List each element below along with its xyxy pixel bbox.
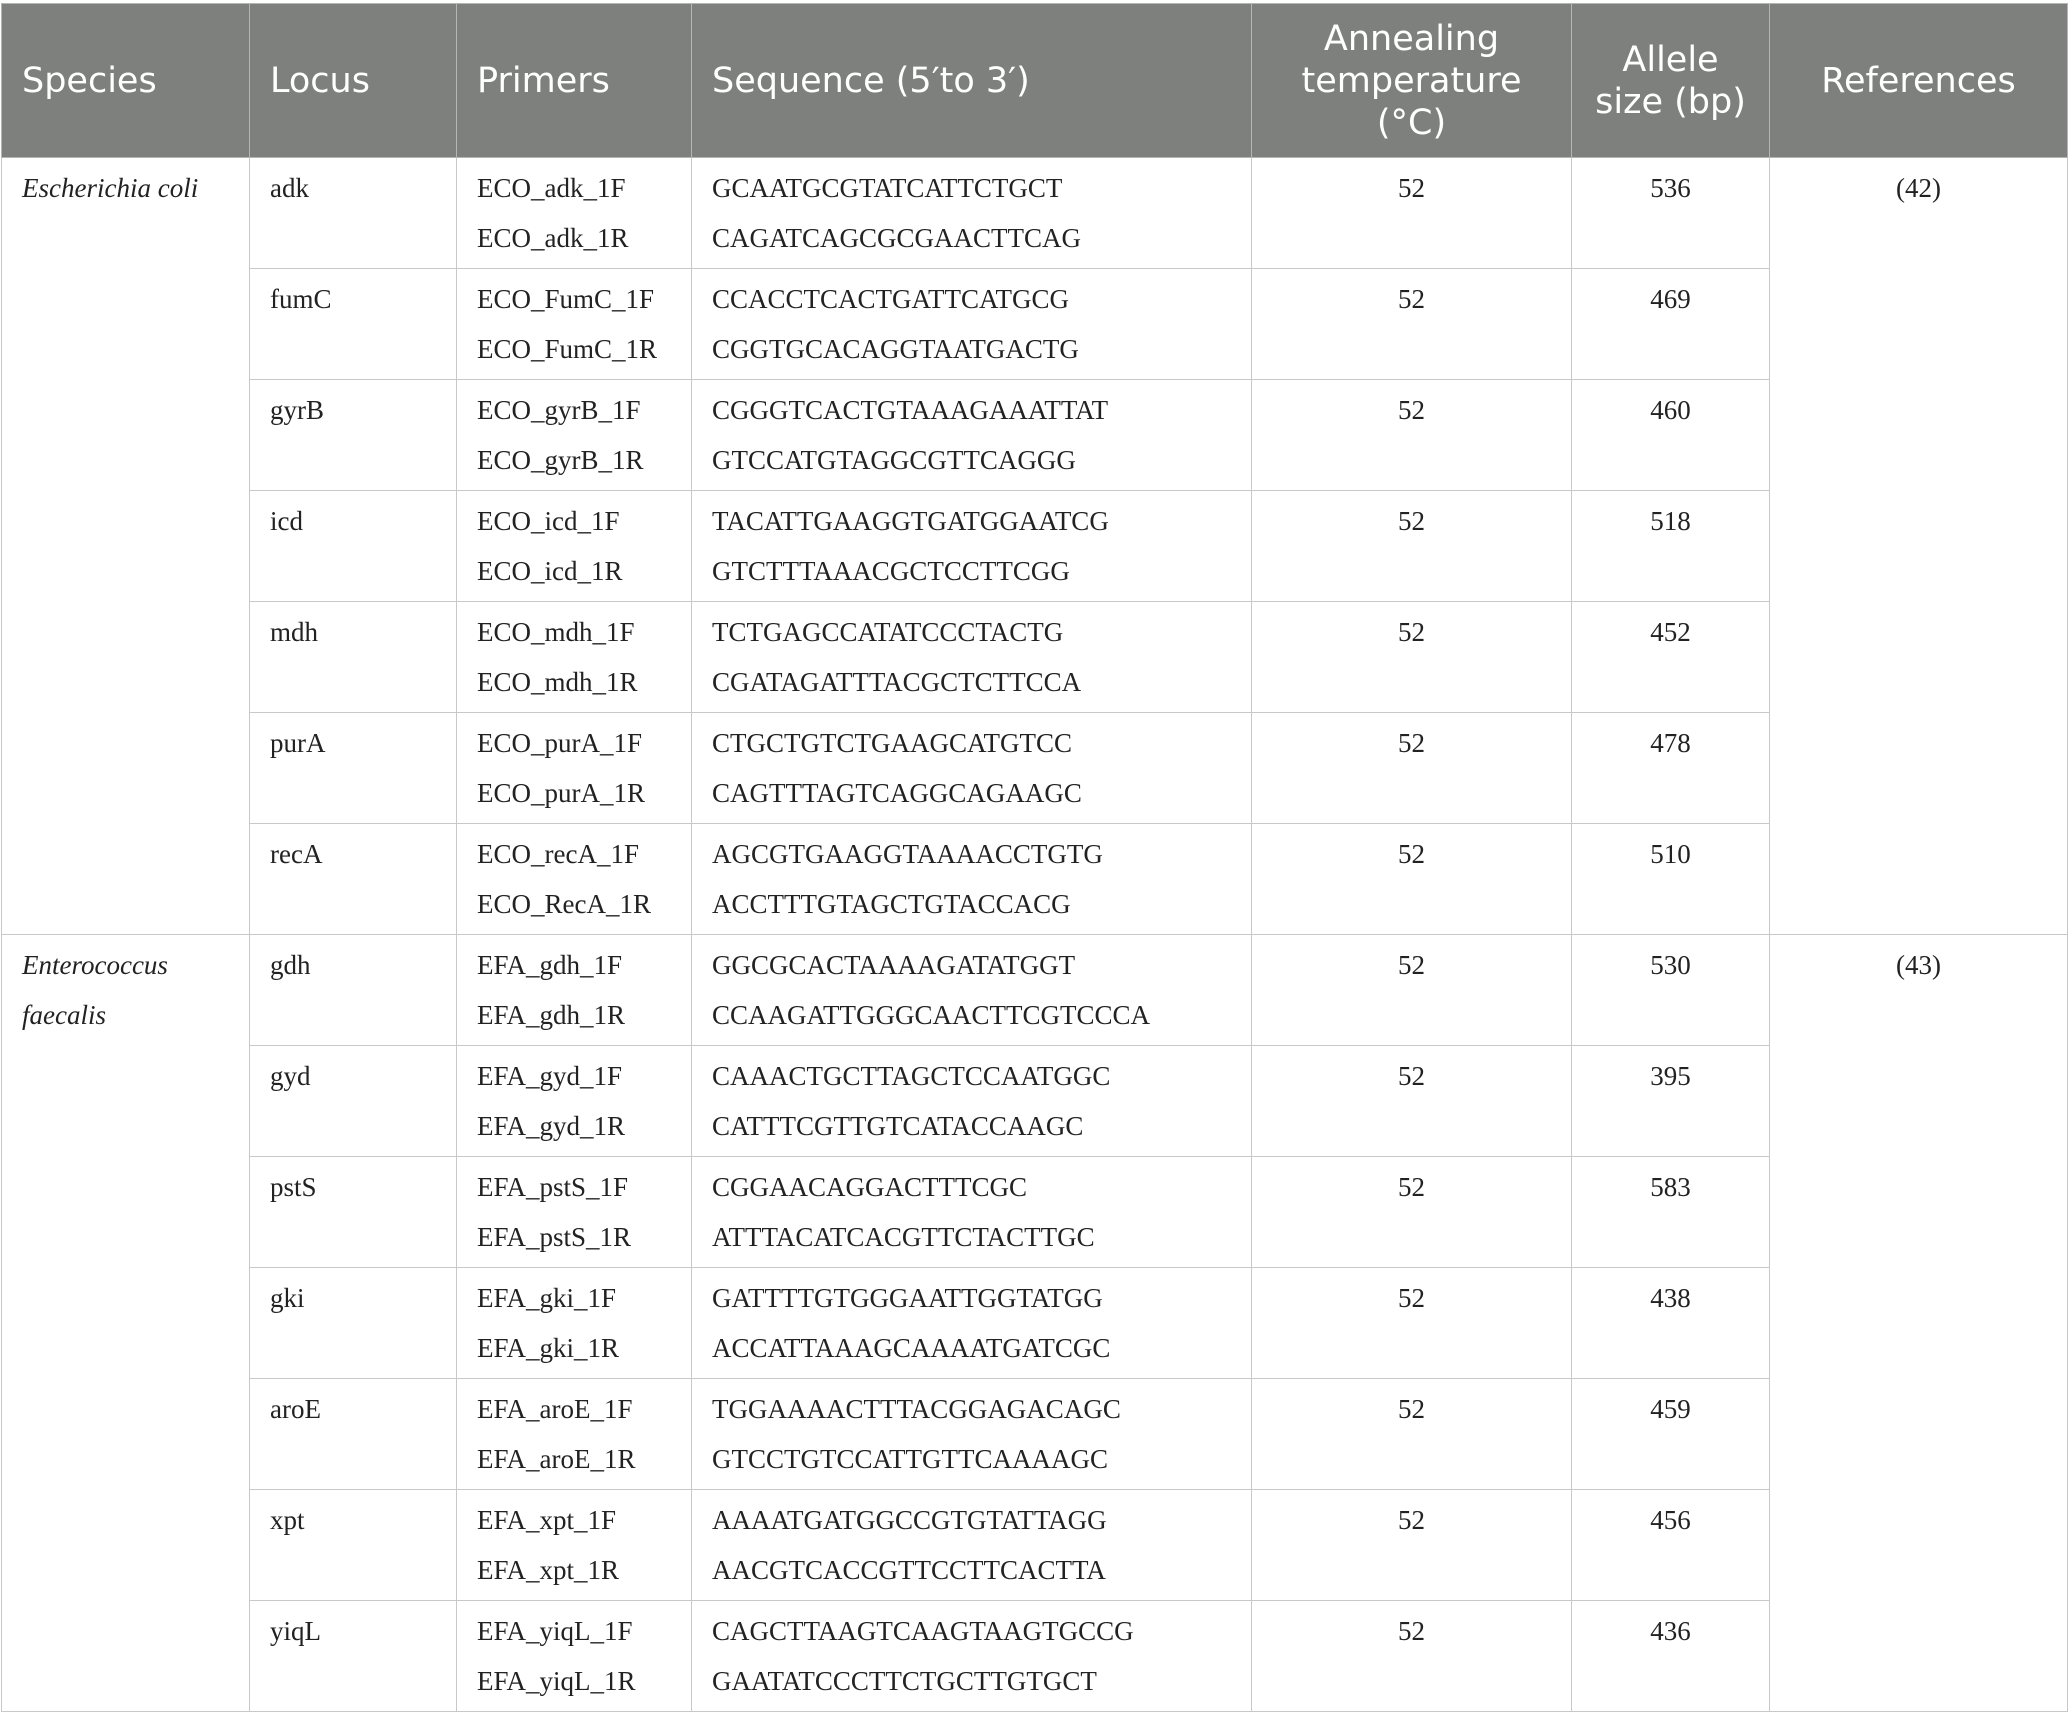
annealing-temperature-cell: 52 [1252, 713, 1572, 824]
primers-cell-line: ECO_mdh_1R [477, 667, 638, 697]
locus-cell: pstS [250, 1157, 457, 1268]
header-annealing-temperature [1252, 4, 1572, 158]
table-row [2, 491, 2068, 602]
allele-size-cell: 456 [1572, 1490, 1770, 1601]
primers-cell-line: EFA_gdh_1F [477, 950, 623, 980]
sequence-cell [692, 1268, 1252, 1379]
sequence-cell-line: CAAACTGCTTAGCTCCAATGGC [712, 1061, 1111, 1091]
annealing-temperature-cell: 52 [1252, 935, 1572, 1046]
sequence-cell-line: GTCCTGTCCATTGTTCAAAAGC [712, 1444, 1108, 1474]
annealing-temperature-cell: 52 [1252, 1601, 1572, 1712]
sequence-cell-line: CGATAGATTTACGCTCTTCCA [712, 667, 1082, 697]
primers-cell-line: EFA_gki_1R [477, 1333, 620, 1363]
sequence-cell-line: GCAATGCGTATCATTCTGCT [712, 173, 1063, 203]
primers-cell-line: ECO_gyrB_1F [477, 395, 641, 425]
locus-cell: adk [250, 158, 457, 269]
annealing-temperature-cell: 52 [1252, 1490, 1572, 1601]
allele-size-cell: 460 [1572, 380, 1770, 491]
header-references: References [1770, 4, 2068, 158]
allele-size-cell: 536 [1572, 158, 1770, 269]
table-row [2, 1379, 2068, 1490]
sequence-cell-line: GAATATCCCTTCTGCTTGTGCT [712, 1666, 1097, 1696]
allele-size-cell: 395 [1572, 1046, 1770, 1157]
sequence-cell [692, 491, 1252, 602]
species-cell [2, 158, 250, 935]
sequence-cell-line: CAGTTTAGTCAGGCAGAAGC [712, 778, 1082, 808]
sequence-cell-line: AAAATGATGGCCGTGTATTAGG [712, 1505, 1107, 1535]
sequence-cell-line: GTCTTTAAACGCTCCTTCGG [712, 556, 1070, 586]
sequence-cell-line: GATTTTGTGGGAATTGGTATGG [712, 1283, 1103, 1313]
locus-cell: recA [250, 824, 457, 935]
sequence-cell-line: GTCCATGTAGGCGTTCAGGG [712, 445, 1076, 475]
primers-cell-line: EFA_gki_1F [477, 1283, 617, 1313]
locus-cell: gki [250, 1268, 457, 1379]
primers-cell-line: ECO_gyrB_1R [477, 445, 644, 475]
primers-cell-line: EFA_aroE_1R [477, 1444, 636, 1474]
primers-cell-line: EFA_aroE_1F [477, 1394, 633, 1424]
table-row [2, 1490, 2068, 1601]
allele-size-cell: 459 [1572, 1379, 1770, 1490]
sequence-cell-line: TGGAAAACTTTACGGAGACAGC [712, 1394, 1121, 1424]
sequence-cell [692, 602, 1252, 713]
allele-size-cell: 510 [1572, 824, 1770, 935]
annealing-temperature-cell: 52 [1252, 380, 1572, 491]
primers-cell-line: ECO_purA_1R [477, 778, 645, 808]
species-name-line: Enterococcus [22, 950, 168, 980]
locus-cell: yiqL [250, 1601, 457, 1712]
header-annealing-line: temperature [1301, 60, 1522, 101]
locus-cell: fumC [250, 269, 457, 380]
allele-size-cell: 530 [1572, 935, 1770, 1046]
primers-cell-line: EFA_pstS_1R [477, 1222, 632, 1252]
primers-cell-line: ECO_icd_1F [477, 506, 620, 536]
sequence-cell-line: TACATTGAAGGTGATGGAATCG [712, 506, 1109, 536]
header-primers: Primers [457, 4, 692, 158]
primers-cell-line: ECO_FumC_1R [477, 334, 658, 364]
sequence-cell-line: ATTTACATCACGTTCTACTTGC [712, 1222, 1095, 1252]
primers-cell-line: EFA_yiqL_1R [477, 1666, 636, 1696]
sequence-cell-line: AACGTCACCGTTCCTTCACTTA [712, 1555, 1106, 1585]
annealing-temperature-cell: 52 [1252, 602, 1572, 713]
table-row [2, 1046, 2068, 1157]
sequence-cell-line: ACCATTAAAGCAAAATGATCGC [712, 1333, 1111, 1363]
table-row [2, 269, 2068, 380]
primers-cell-line: ECO_recA_1F [477, 839, 639, 869]
primers-cell-line: ECO_FumC_1F [477, 284, 655, 314]
allele-size-cell: 452 [1572, 602, 1770, 713]
sequence-cell-line: CAGATCAGCGCGAACTTCAG [712, 223, 1082, 253]
header-allele-size [1572, 4, 1770, 158]
header-annealing-line: Annealing [1323, 18, 1500, 59]
sequence-cell-line: CAGCTTAAGTCAAGTAAGTGCCG [712, 1616, 1134, 1646]
primers-cell-line: EFA_xpt_1F [477, 1505, 617, 1535]
primers-cell [457, 1379, 692, 1490]
primers-cell [457, 158, 692, 269]
header-row [2, 4, 2068, 158]
primers-cell [457, 1046, 692, 1157]
locus-cell: purA [250, 713, 457, 824]
primers-cell-line: EFA_gyd_1R [477, 1111, 626, 1141]
table-row [2, 935, 2068, 1046]
primers-cell [457, 380, 692, 491]
species-name-line: faecalis [22, 1000, 106, 1030]
annealing-temperature-cell: 52 [1252, 1046, 1572, 1157]
primers-cell-line: EFA_pstS_1F [477, 1172, 629, 1202]
header-sequence: Sequence (5′to 3′) [692, 4, 1252, 158]
header-allele-line: size (bp) [1595, 81, 1746, 122]
sequence-cell [692, 713, 1252, 824]
references-cell: (42) [1770, 158, 2068, 935]
sequence-cell-line: CTGCTGTCTGAAGCATGTCC [712, 728, 1073, 758]
primers-cell [457, 935, 692, 1046]
locus-cell: gyrB [250, 380, 457, 491]
annealing-temperature-cell: 52 [1252, 1268, 1572, 1379]
primers-cell-line: ECO_adk_1F [477, 173, 626, 203]
primers-cell [457, 1490, 692, 1601]
primers-cell-line: ECO_mdh_1F [477, 617, 635, 647]
allele-size-cell: 518 [1572, 491, 1770, 602]
annealing-temperature-cell: 52 [1252, 824, 1572, 935]
table-row [2, 602, 2068, 713]
sequence-cell [692, 1490, 1252, 1601]
locus-cell: icd [250, 491, 457, 602]
primers-cell-line: ECO_purA_1F [477, 728, 643, 758]
table-row [2, 1268, 2068, 1379]
primers-cell-line: ECO_icd_1R [477, 556, 623, 586]
allele-size-cell: 478 [1572, 713, 1770, 824]
primers-cell [457, 713, 692, 824]
sequence-cell-line: CATTTCGTTGTCATACCAAGC [712, 1111, 1084, 1141]
primer-table [1, 3, 2068, 1712]
sequence-cell-line: ACCTTTGTAGCTGTACCACG [712, 889, 1071, 919]
header-locus: Locus [250, 4, 457, 158]
sequence-cell-line: CGGGTCACTGTAAAGAAATTAT [712, 395, 1109, 425]
species-cell [2, 935, 250, 1712]
sequence-cell-line: GGCGCACTAAAAGATATGGT [712, 950, 1076, 980]
primers-cell [457, 824, 692, 935]
species-name-line: Escherichia coli [22, 173, 199, 203]
header-annealing-line: (°C) [1376, 102, 1447, 143]
primers-cell-line: EFA_gyd_1F [477, 1061, 623, 1091]
table-row [2, 824, 2068, 935]
allele-size-cell: 583 [1572, 1157, 1770, 1268]
primers-cell-line: EFA_gdh_1R [477, 1000, 626, 1030]
allele-size-cell: 438 [1572, 1268, 1770, 1379]
sequence-cell-line: CCACCTCACTGATTCATGCG [712, 284, 1070, 314]
locus-cell: gdh [250, 935, 457, 1046]
header-allele-line: Allele [1622, 39, 1719, 80]
primers-cell [457, 269, 692, 380]
table-row [2, 1601, 2068, 1712]
annealing-temperature-cell: 52 [1252, 158, 1572, 269]
locus-cell: aroE [250, 1379, 457, 1490]
sequence-cell-line: CCAAGATTGGGCAACTTCGTCCCA [712, 1000, 1151, 1030]
primers-cell [457, 1268, 692, 1379]
annealing-temperature-cell: 52 [1252, 269, 1572, 380]
sequence-cell [692, 1046, 1252, 1157]
table-header [2, 4, 2068, 158]
header-species: Species [2, 4, 250, 158]
table-row [2, 713, 2068, 824]
allele-size-cell: 469 [1572, 269, 1770, 380]
primers-cell [457, 491, 692, 602]
locus-cell: gyd [250, 1046, 457, 1157]
primers-cell [457, 602, 692, 713]
locus-cell: mdh [250, 602, 457, 713]
sequence-cell [692, 1379, 1252, 1490]
primers-cell-line: ECO_RecA_1R [477, 889, 651, 919]
primers-cell-line: EFA_xpt_1R [477, 1555, 620, 1585]
table-row [2, 380, 2068, 491]
sequence-cell [692, 824, 1252, 935]
primers-cell [457, 1157, 692, 1268]
sequence-cell [692, 935, 1252, 1046]
annealing-temperature-cell: 52 [1252, 1157, 1572, 1268]
annealing-temperature-cell: 52 [1252, 1379, 1572, 1490]
primers-cell-line: EFA_yiqL_1F [477, 1616, 633, 1646]
allele-size-cell: 436 [1572, 1601, 1770, 1712]
table-body [2, 158, 2068, 1712]
sequence-cell [692, 380, 1252, 491]
primers-cell-line: ECO_adk_1R [477, 223, 629, 253]
sequence-cell-line: CGGAACAGGACTTTCGC [712, 1172, 1028, 1202]
sequence-cell-line: AGCGTGAAGGTAAAACCTGTG [712, 839, 1103, 869]
locus-cell: xpt [250, 1490, 457, 1601]
primers-cell [457, 1601, 692, 1712]
annealing-temperature-cell: 52 [1252, 491, 1572, 602]
sequence-cell-line: TCTGAGCCATATCCCTACTG [712, 617, 1064, 647]
table-row [2, 1157, 2068, 1268]
references-cell: (43) [1770, 935, 2068, 1712]
sequence-cell [692, 1601, 1252, 1712]
sequence-cell [692, 158, 1252, 269]
sequence-cell [692, 1157, 1252, 1268]
sequence-cell-line: CGGTGCACAGGTAATGACTG [712, 334, 1079, 364]
table-row [2, 158, 2068, 269]
sequence-cell [692, 269, 1252, 380]
